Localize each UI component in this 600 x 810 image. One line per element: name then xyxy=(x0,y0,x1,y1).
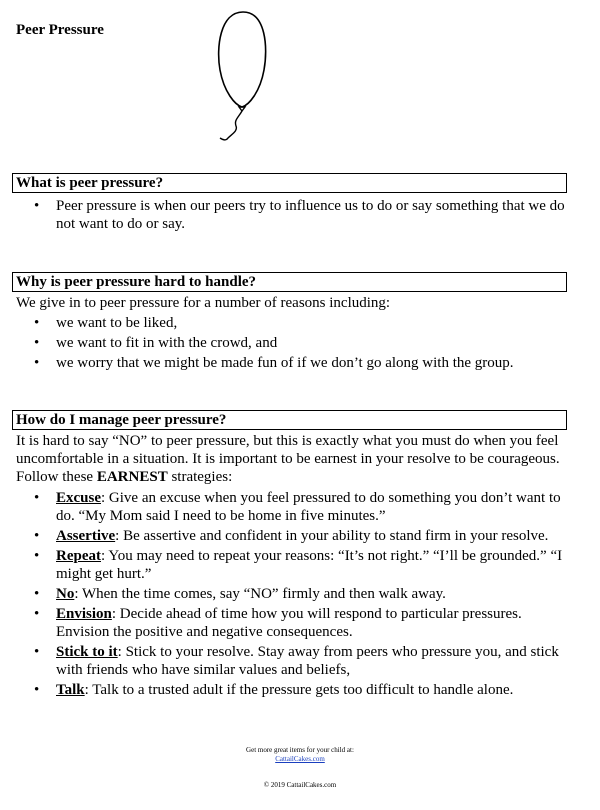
page-title: Peer Pressure xyxy=(16,22,104,38)
bullet-icon: • xyxy=(34,335,40,351)
earnest-word: EARNEST xyxy=(96,469,168,485)
strategy-talk: • Talk: Talk to a trusted adult if the pressure gets too difficult to handle alone. xyxy=(34,682,514,698)
strategy-term: No xyxy=(56,586,75,602)
strategy-term: Repeat xyxy=(56,548,101,564)
strategy-list xyxy=(16,489,576,701)
why-intro: We give in to peer pressure for a number of reasons including: xyxy=(16,295,391,311)
strategy-term: Excuse xyxy=(56,490,101,506)
list-item: • Peer pressure is when our peers try to influence us to do or say something that we do not want to do or say. xyxy=(34,198,565,232)
bullet-icon: • xyxy=(34,548,40,564)
what-bullet-list xyxy=(16,197,576,233)
footer-copyright: © 2019 CattailCakes.com xyxy=(263,781,337,789)
balloon-illustration xyxy=(198,8,288,148)
section-heading-what: What is peer pressure? xyxy=(12,173,567,193)
strategy-term: Talk xyxy=(56,682,85,698)
section-heading-why: Why is peer pressure hard to handle? xyxy=(12,272,567,292)
strategy-excuse: • Excuse: Give an excuse when you feel pressured to do something you don’t want to do. “My Mom said I need to be home in five minutes.” xyxy=(34,490,561,524)
strategy-no: • No: When the time comes, say “NO” firmly and then walk away. xyxy=(34,586,446,602)
footer-link-row xyxy=(0,755,600,764)
strategy-stick-to-it: • Stick to it: Stick to your resolve. Stay away from peers who pressure you, and stick with friends who have similar values and beliefs, xyxy=(34,644,559,678)
strategy-envision: • Envision: Decide ahead of time how you will respond to particular pressures. Envision the positive and negative consequences. xyxy=(34,606,522,640)
bullet-icon: • xyxy=(34,490,40,506)
strategy-assertive: • Assertive: Be assertive and confident in your ability to stand firm in your resolve. xyxy=(34,528,549,544)
why-bullet-list xyxy=(16,314,576,374)
strategy-term: Assertive xyxy=(56,528,116,544)
bullet-icon: • xyxy=(34,682,40,698)
bullet-icon: • xyxy=(34,606,40,622)
strategy-term: Envision xyxy=(56,606,112,622)
bullet-icon: • xyxy=(34,315,40,331)
list-item: • we worry that we might be made fun of if we don’t go along with the group. xyxy=(34,355,514,371)
list-item: • we want to be liked, xyxy=(34,315,178,331)
strategy-repeat: • Repeat: You may need to repeat your reasons: “It’s not right.” “I’ll be grounded.” “I might get hurt.” xyxy=(34,548,563,582)
how-intro: It is hard to say “NO” to peer pressure, but this is exactly what you must do when you feel uncomfortable in a situation. It is important to be earnest in your resolve to be courageous. Follow these EARNEST strategies: xyxy=(16,433,560,485)
bullet-icon: • xyxy=(34,355,40,371)
bullet-icon: • xyxy=(34,198,40,214)
bullet-icon: • xyxy=(34,586,40,602)
strategy-term: Stick to it xyxy=(56,644,118,660)
footer-link[interactable]: CattailCakes.com xyxy=(275,755,325,763)
list-item: • we want to fit in with the crowd, and xyxy=(34,335,278,351)
footer-tagline: Get more great items for your child at: xyxy=(246,746,354,754)
bullet-icon: • xyxy=(34,528,40,544)
bullet-icon: • xyxy=(34,644,40,660)
section-heading-how: How do I manage peer pressure? xyxy=(12,410,567,430)
